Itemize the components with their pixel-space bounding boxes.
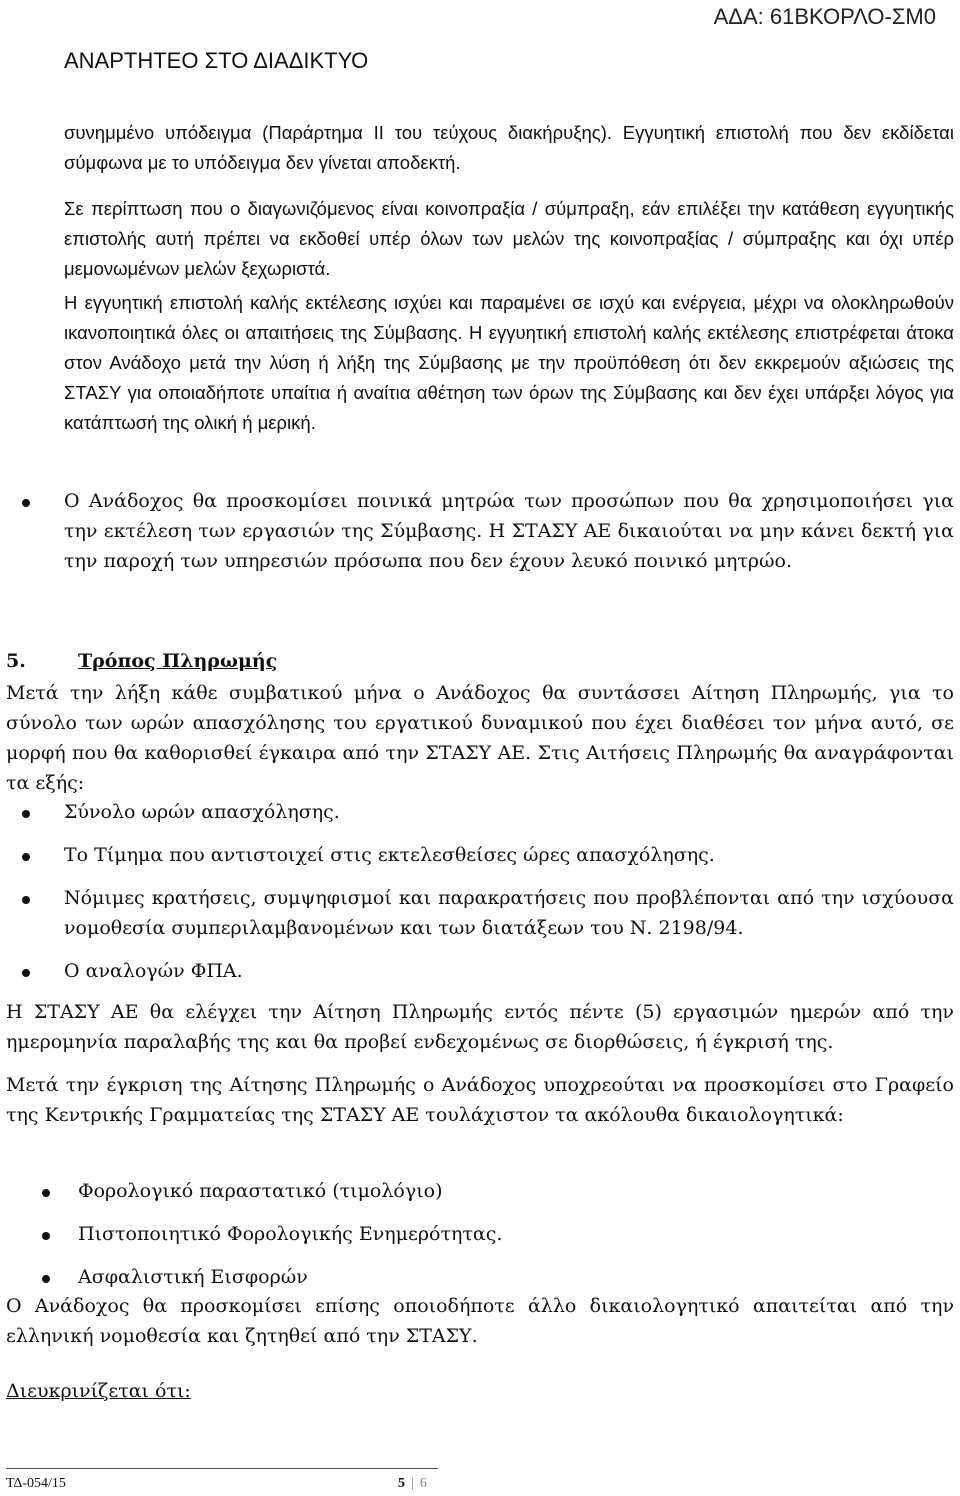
bullet-icon — [42, 1189, 50, 1197]
list-item: Το Τίμημα που αντιστοιχεί στις εκτελεσθείσες ώρες απασχόλησης. — [64, 844, 715, 866]
paragraph-performance-guarantee: Η εγγυητική επιστολή καλής εκτέλεσης ισχύει και παραμένει σε ισχύ και ενέργεια, μέχρι να ολοκληρωθούν ικανοποιητικά όλες οι απαιτήσεις της Σύμβασης. Η εγγυητική επιστολή καλής εκτέλεσης επιστρέφεται άτοκα στον Ανάδοχο μετά την λύση ή λήξη της Σύμβασης με την προϋπόθεση ότι δεν εκκρεμούν αξιώσεις της ΣΤΑΣΥ για οποιαδήποτε υπαίτια ή αναίτια αθέτηση των όρων της Σύμβασης και δεν έχει υπάρξει λόγος για κατάπτωσή της ολική ή μερική. — [64, 292, 954, 433]
bullet-icon — [22, 896, 30, 904]
ada-code: ΑΔΑ: 61ΒΚΟΡΛΟ-ΣΜ0 — [713, 4, 936, 29]
section-number: 5. — [6, 650, 26, 672]
list-item: Ο αναλογών ΦΠΑ. — [64, 960, 243, 982]
page-number — [398, 1476, 427, 1492]
bullet-icon — [22, 810, 30, 818]
bullet-icon — [22, 969, 30, 977]
paragraph-documents: Μετά την έγκριση της Αίτησης Πληρωμής ο Ανάδοχος υποχρεούται να προσκομίσει στο Γραφείο της Κεντρικής Γραμματείας της ΣΤΑΣΥ ΑΕ τουλάχιστον τα ακόλουθα δικαιολογητικά: — [6, 1074, 954, 1126]
page-total: 6 — [419, 1476, 427, 1491]
paragraph-payment-request: Μετά την λήξη κάθε συμβατικού μήνα ο Ανάδοχος θα συντάσσει Αίτηση Πληρωμής, για το σύνολο των ωρών απασχόλησης του εργατικού δυναμικού που έχει διαθέσει τον μήνα αυτό, σε μορφή που θα καθορισθεί έγκαιρα από την ΣΤΑΣΥ ΑΕ. Στις Αιτήσεις Πληρωμής θα αναγράφονται τα εξής: — [6, 682, 954, 794]
footer-doc-code: ΤΔ-054/15 — [6, 1476, 66, 1491]
bullet-criminal-records: Ο Ανάδοχος θα προσκομίσει ποινικά μητρώα των προσώπων που θα χρησιμοποιήσει για την εκτέλεση των εργασιών της Σύμβασης. Η ΣΤΑΣΥ ΑΕ δικαιούται να μην κάνει δεκτή για την παροχή των υπηρεσιών πρόσωπα που δεν έχουν λευκό ποινικό μητρώο. — [64, 490, 954, 572]
paragraph-other-documents: Ο Ανάδοχος θα προσκομίσει επίσης οποιοδήποτε άλλο δικαιολογητικό απαιτείται από την ελληνική νομοθεσία και ζητηθεί από την ΣΤΑΣΥ. — [6, 1295, 954, 1347]
paragraph-guarantee-template: συνημμένο υπόδειγμα (Παράρτημα ΙΙ του τεύχους διακήρυξης). Εγγυητική επιστολή που δεν εκδίδεται σύμφωνα με το υπόδειγμα δεν γίνεται αποδεκτή. — [64, 122, 954, 173]
list-item: Πιστοποιητικό Φορολογικής Ενημερότητας. — [78, 1223, 503, 1245]
list-item: Φορολογικό παραστατικό (τιμολόγιο) — [78, 1180, 443, 1202]
list-item: Νόμιμες κρατήσεις, συμψηφισμοί και παρακρατήσεις που προβλέπονται από την ισχύουσα νομοθεσία συμπεριλαμβανομένων και των διατάξεων του Ν. 2198/94. — [64, 887, 954, 939]
footer-divider — [6, 1468, 438, 1469]
page-current: 5 — [398, 1476, 405, 1491]
page-header-title: ΑΝΑΡΤΗΤΕΟ ΣΤΟ ΔΙΑΔΙΚΤΥΟ — [64, 48, 369, 73]
list-item: Ασφαλιστική Εισφορών — [78, 1266, 308, 1288]
section-title: Τρόπος Πληρωμής — [78, 650, 278, 672]
bullet-icon — [42, 1232, 50, 1240]
paragraph-payment-check: Η ΣΤΑΣΥ ΑΕ θα ελέγχει την Αίτηση Πληρωμής εντός πέντε (5) εργασιμών ημερών από την ημερομηνία παραλαβής της και θα προβεί ενδεχομένως σε διορθώσεις, ή έγκρισή της. — [6, 1001, 954, 1053]
bullet-icon — [22, 499, 30, 507]
page-separator: | — [411, 1476, 414, 1491]
clarification-heading: Διευκρινίζεται ότι: — [6, 1380, 191, 1402]
bullet-icon — [42, 1275, 50, 1283]
list-item: Σύνολο ωρών απασχόλησης. — [64, 801, 340, 823]
bullet-icon — [22, 853, 30, 861]
paragraph-consortium: Σε περίπτωση που ο διαγωνιζόμενος είναι κοινοπραξία / σύμπραξη, εάν επιλέξει την κατάθεση εγγυητικής επιστολής αυτή πρέπει να εκδοθεί υπέρ όλων των μελών της κοινοπραξίας / σύμπραξης και όχι υπέρ μεμονωμένων μελών ξεχωριστά. — [64, 198, 954, 279]
